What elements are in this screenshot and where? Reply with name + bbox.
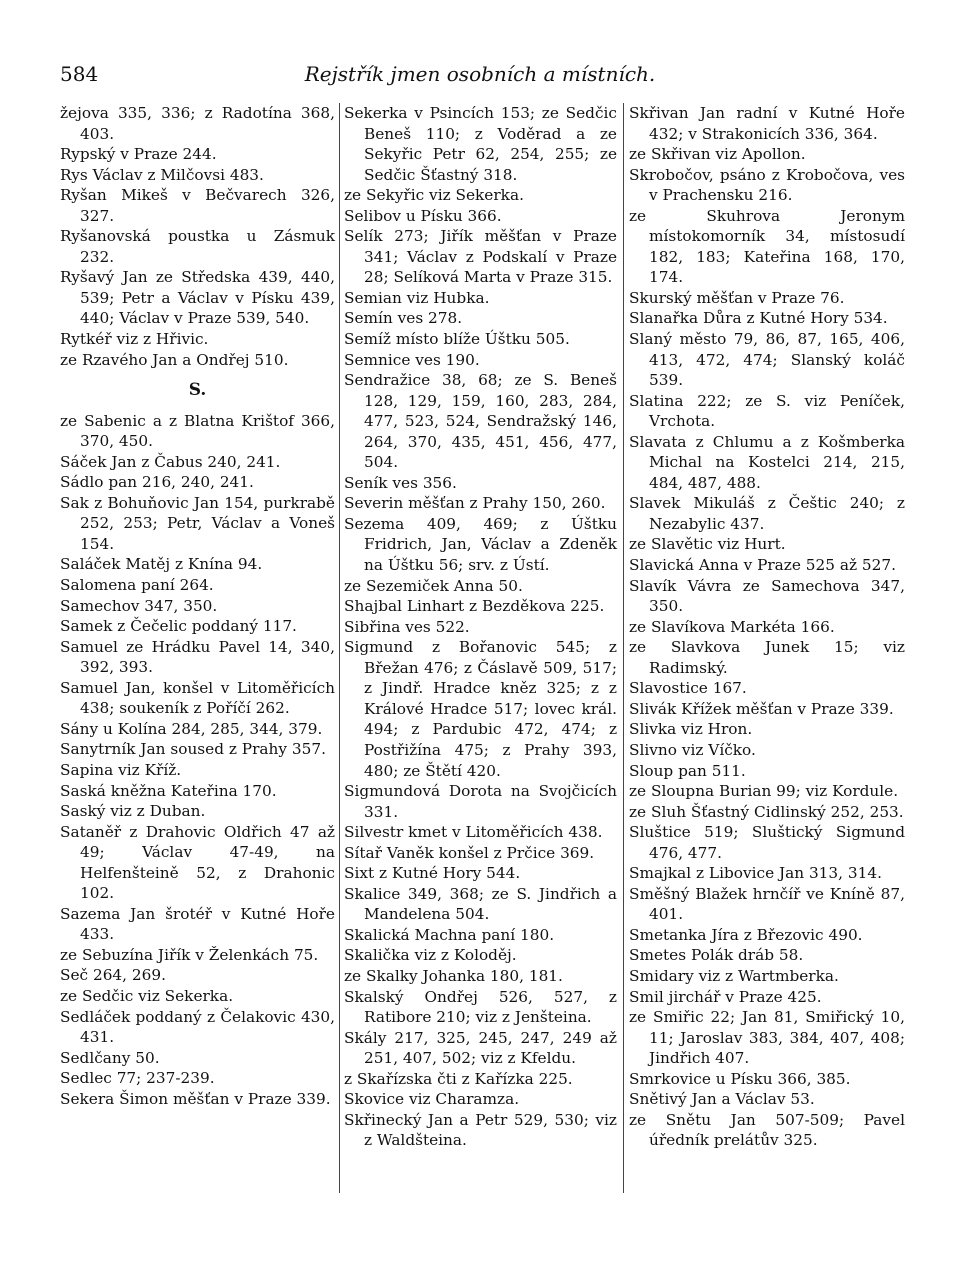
index-entry: Směšný Blažek hrnčíř ve Kníně 87, 401. bbox=[629, 884, 905, 924]
index-entry: Semian viz Hubka. bbox=[344, 288, 490, 307]
index-entry: Saský viz z Duban. bbox=[60, 802, 206, 821]
index-entry: Skurský měšťan v Praze 76. bbox=[629, 288, 845, 307]
index-entry: ze Sluh Šťastný Cidlinský 252, 253. bbox=[629, 802, 904, 821]
index-entry: Seč 264, 269. bbox=[60, 966, 166, 985]
index-entry: Slaný město 79, 86, 87, 165, 406, 413, 472, 474; Slanský koláč 539. bbox=[629, 330, 905, 390]
index-entry: Sapina viz Kříž. bbox=[60, 760, 182, 779]
index-entry: Sloup pan 511. bbox=[629, 761, 746, 780]
index-entry: Salomena paní 264. bbox=[60, 576, 214, 595]
index-entry: Skrobočov, psáno z Krobočova, ves v Prachensku 216. bbox=[629, 165, 905, 205]
index-entry: Sezema 409, 469; z Úštku Fridrich, Jan, Václav a Zdeněk na Úštku 56; srv. z Ústí. bbox=[344, 514, 617, 575]
index-entry: Slavík Vávra ze Samechova 347, 350. bbox=[629, 576, 905, 616]
index-entry: ze Sabenic a z Blatna Krištof 366, 370, 450. bbox=[60, 411, 335, 451]
index-entry: Silvestr kmet v Litoměřicích 438. bbox=[344, 823, 603, 842]
page-header bbox=[60, 62, 900, 92]
index-entry: ze Sedčic viz Sekerka. bbox=[60, 986, 234, 1005]
index-entry: ze Snětu Jan 507-509; Pavel úředník prelátův 325. bbox=[629, 1110, 905, 1150]
index-entry: Sádlo pan 216, 240, 241. bbox=[60, 473, 254, 492]
index-entry: Ryšanovská poustka u Zásmuk 232. bbox=[60, 227, 335, 266]
index-entry: Snětivý Jan a Václav 53. bbox=[629, 1090, 815, 1109]
index-entry: Sibřina ves 522. bbox=[344, 617, 470, 636]
index-entry: ze Sebuzína Jiřík v Želenkách 75. bbox=[60, 945, 319, 964]
index-entry: Slivno viz Víčko. bbox=[629, 740, 756, 759]
index-entry: Sedláček poddaný z Čelakovic 430, 431. bbox=[60, 1007, 335, 1047]
index-entry: Saská kněžna Kateřina 170. bbox=[60, 781, 277, 800]
index-entry: Slavostice 167. bbox=[629, 679, 747, 698]
index-entry: Sixt z Kutné Hory 544. bbox=[344, 864, 521, 883]
index-entry: Sendražice 38, 68; ze S. Beneš 128, 129, 159, 160, 283, 284, 477, 523, 524, Sendražský 146, 264, 370, 435, 451, 456, 477, 504. bbox=[344, 371, 617, 472]
index-entry: Shajbal Linhart z Bezděkova 225. bbox=[344, 597, 605, 616]
index-entry: Semíž místo blíže Úštku 505. bbox=[344, 330, 570, 349]
index-entry: Sedlčany 50. bbox=[60, 1048, 160, 1067]
index-entry: Sedlec 77; 237-239. bbox=[60, 1069, 215, 1088]
index-entry: ze Sloupna Burian 99; viz Kordule. bbox=[629, 782, 899, 801]
index-entry: žejova 335, 336; z Radotína 368, 403. bbox=[60, 104, 335, 143]
index-entry: Seník ves 356. bbox=[344, 473, 457, 492]
index-entry: Rytkéř viz z Hřivic. bbox=[60, 330, 209, 349]
index-entry: ze Slavětic viz Hurt. bbox=[629, 535, 786, 554]
index-entry: Sítař Vaněk konšel z Prčice 369. bbox=[344, 843, 595, 862]
index-entry: Slavek Mikuláš z Češtic 240; z Nezabylic 437. bbox=[629, 494, 905, 533]
index-entry: ze Skuhrova Jeronym místokomorník 34, místosudí 182, 183; Kateřina 168, 170, 174. bbox=[629, 206, 905, 287]
index-entry: Semnice ves 190. bbox=[344, 350, 480, 369]
index-entry: Samuel Jan, konšel v Litoměřicích 438; soukeník z Poříčí 262. bbox=[60, 678, 335, 718]
section-letter: S. bbox=[188, 380, 207, 401]
index-entry: Sány u Kolína 284, 285, 344, 379. bbox=[60, 719, 323, 738]
index-entry: ze Skalky Johanka 180, 181. bbox=[344, 966, 563, 985]
index-entry: Severin měšťan z Prahy 150, 260. bbox=[344, 494, 606, 513]
index-entry: Sekera Šimon měšťan v Praze 339. bbox=[60, 1089, 331, 1108]
index-entry: Slavata z Chlumu a z Košmberka Michal na Kostelci 214, 215, 484, 487, 488. bbox=[629, 432, 905, 492]
index-column-3 bbox=[629, 103, 905, 1151]
index-entry: Sluštice 519; Sluštický Sigmund 476, 477. bbox=[629, 823, 905, 862]
index-entry: Smetes Polák dráb 58. bbox=[629, 946, 804, 965]
index-entry: Ryšan Mikeš v Bečvarech 326, 327. bbox=[60, 186, 335, 225]
index-entry: Smidary viz z Wartmberka. bbox=[629, 966, 839, 985]
index-entry: ze Sekyřic viz Sekerka. bbox=[344, 186, 524, 205]
index-entry: Sazema Jan šrotéř v Kutné Hoře 433. bbox=[60, 904, 335, 944]
index-entry: Skalice 349, 368; ze S. Jindřich a Mandelena 504. bbox=[344, 884, 617, 924]
column-divider bbox=[339, 103, 340, 1193]
index-entry: Rys Václav z Milčovsi 483. bbox=[60, 165, 264, 184]
index-entry: Slatina 222; ze S. viz Peníček, Vrchota. bbox=[629, 391, 905, 431]
index-entry: Skalická Machna paní 180. bbox=[344, 925, 555, 944]
index-entry: Smrkovice u Písku 366, 385. bbox=[629, 1069, 851, 1088]
index-entry: ze Slavkova Junek 15; viz Radimský. bbox=[629, 638, 905, 677]
index-entry: Sanytrník Jan soused z Prahy 357. bbox=[60, 740, 326, 759]
index-entry: Sak z Bohuňovic Jan 154, purkrabě 252, 253; Petr, Václav a Voneš 154. bbox=[60, 493, 335, 553]
index-entry: ze Rzavého Jan a Ondřej 510. bbox=[60, 350, 289, 369]
index-entry: Selík 273; Jiřík měšťan v Praze 341; Václav z Podskalí v Praze 28; Selíková Marta v Praze 315. bbox=[344, 227, 617, 287]
index-entry: Sekerka v Psincích 153; ze Sedčic Beneš 110; z Voděrad a ze Sekyřic Petr 62, 254, 255; ze Sedčic Šťastný 318. bbox=[344, 104, 617, 184]
index-entry: Slavická Anna v Praze 525 až 527. bbox=[629, 556, 896, 575]
index-entry: Selibov u Písku 366. bbox=[344, 206, 502, 225]
index-entry: Sáček Jan z Čabus 240, 241. bbox=[60, 452, 281, 471]
index-entry: Skalička viz z Koloděj. bbox=[344, 946, 517, 965]
index-entry: z Skařízska čti z Kařízka 225. bbox=[344, 1069, 573, 1088]
index-entry: Skovice viz Charamza. bbox=[344, 1090, 520, 1109]
index-entry: Smajkal z Libovice Jan 313, 314. bbox=[629, 864, 882, 883]
index-entry: ze Sezemiček Anna 50. bbox=[344, 576, 523, 595]
index-entry: Saláček Matěj z Knína 94. bbox=[60, 555, 263, 574]
index-entry: Ryšavý Jan ze Středska 439, 440, 539; Petr a Václav v Písku 439, 440; Václav v Praze 539, 540. bbox=[60, 268, 335, 328]
index-entry: Smetanka Jíra z Březovic 490. bbox=[629, 925, 863, 944]
index-column-1 bbox=[60, 103, 335, 1109]
index-entry: Samechov 347, 350. bbox=[60, 596, 218, 615]
index-entry: Semín ves 278. bbox=[344, 309, 463, 328]
index-entry: ze Skřivan viz Apollon. bbox=[629, 145, 806, 164]
index-entry: Skřivan Jan radní v Kutné Hoře 432; v Strakonicích 336, 364. bbox=[629, 104, 905, 143]
index-column-2 bbox=[344, 103, 617, 1151]
index-entry: Sataněř z Drahovic Oldřich 47 až 49; Václav 47-49, na Helfenšteině 52, z Drahonic 102. bbox=[60, 822, 335, 903]
index-entry: Samuel ze Hrádku Pavel 14, 340, 392, 393. bbox=[60, 637, 335, 677]
index-entry: Slanařka Důra z Kutné Hory 534. bbox=[629, 309, 888, 328]
index-entry: Sigmund z Bořanovic 545; z Břežan 476; z Čáslavě 509, 517; z Jindř. Hradce kněz 325; z z Králové Hradce 517; lovec král. 494; z Pardubic 472, 474; z Postřižína 475; z Prahy 393, 480; ze Štětí 420. bbox=[344, 638, 617, 780]
index-entry: Sigmundová Dorota na Svojčicích 331. bbox=[344, 782, 617, 821]
index-entry: Slivák Křížek měšťan v Praze 339. bbox=[629, 699, 894, 718]
index-entry: Rypský v Praze 244. bbox=[60, 145, 217, 164]
index-entry: Skalský Ondřej 526, 527, z Ratibore 210; viz z Jenšteina. bbox=[344, 987, 617, 1027]
index-entry: Slivka viz Hron. bbox=[629, 720, 753, 739]
index-entry: ze Slavíkova Markéta 166. bbox=[629, 617, 835, 636]
running-title: Rejstřík jmen osobních a místních. bbox=[304, 62, 656, 86]
index-entry: Samek z Čečelic poddaný 117. bbox=[60, 617, 297, 636]
page-number: 584 bbox=[60, 62, 99, 86]
column-divider bbox=[623, 103, 624, 1193]
index-entry: Skřinecký Jan a Petr 529, 530; viz z Waldšteina. bbox=[344, 1110, 617, 1150]
index-entry: ze Smiřic 22; Jan 81, Smiřický 10, 11; Jaroslav 383, 384, 407, 408; Jindřich 407. bbox=[629, 1008, 905, 1068]
index-entry: Skály 217, 325, 245, 247, 249 až 251, 407, 502; viz z Kfeldu. bbox=[344, 1028, 617, 1068]
index-entry: Smil jirchář v Praze 425. bbox=[629, 987, 822, 1006]
